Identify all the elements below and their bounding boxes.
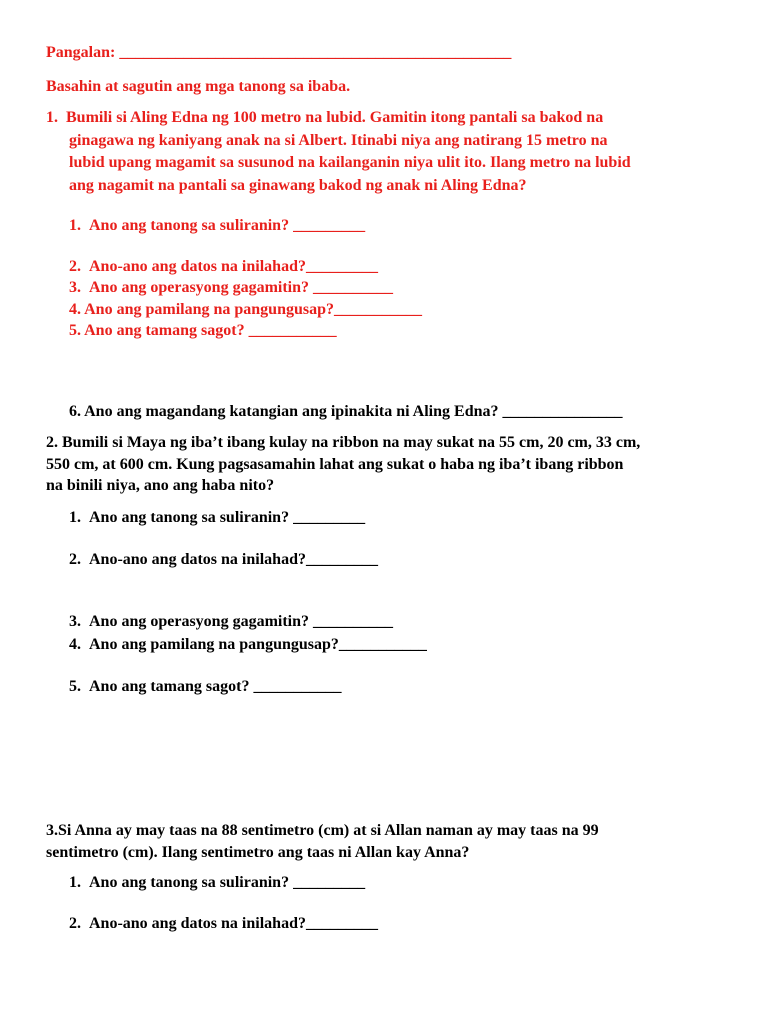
problem-3-question-2[interactable]: 2. Ano-ano ang datos na inilahad?_________ — [69, 915, 378, 932]
problem-2-text-line: 2. Bumili si Maya ng iba’t ibang kulay na ribbon na may sukat na 55 cm, 20 cm, 33 cm, — [46, 434, 641, 451]
problem-2-question-3[interactable]: 3. Ano ang operasyong gagamitin? __________ — [69, 613, 394, 630]
problem-2-text-line: 550 cm, at 600 cm. Kung pagsasamahin lahat ang sukat o haba ng iba’t ibang ribbon — [46, 456, 624, 473]
problem-1-text-line: 1. Bumili si Aling Edna ng 100 metro na lubid. Gamitin itong pantali sa bakod na — [46, 109, 604, 126]
problem-1-question-1[interactable]: 1. Ano ang tanong sa suliranin? _________ — [69, 217, 366, 234]
problem-2-question-4[interactable]: 4. Ano ang pamilang na pangungusap?___________ — [69, 636, 427, 653]
problem-1-question-4[interactable]: 4. Ano ang pamilang na pangungusap?___________ — [69, 301, 422, 318]
problem-1-text-line: ginagawa ng kaniyang anak na si Albert. Itinabi niya ang natirang 15 metro na — [69, 132, 608, 149]
name-field-line[interactable]: Pangalan: _________________________________________________ — [46, 44, 512, 61]
problem-2-text-line: na binili niya, ano ang haba nito? — [46, 477, 275, 494]
problem-1-question-5[interactable]: 5. Ano ang tamang sagot? ___________ — [69, 322, 337, 339]
problem-2-question-5[interactable]: 5. Ano ang tamang sagot? ___________ — [69, 678, 342, 695]
problem-3-question-1[interactable]: 1. Ano ang tanong sa suliranin? _________ — [69, 874, 366, 891]
problem-3-text-line: 3.Si Anna ay may taas na 88 sentimetro (cm) at si Allan naman ay may taas na 99 — [46, 822, 599, 839]
instruction-text: Basahin at sagutin ang mga tanong sa ibaba. — [46, 78, 351, 95]
problem-3-text-line: sentimetro (cm). Ilang sentimetro ang taas ni Allan kay Anna? — [46, 844, 470, 861]
problem-1-question-6[interactable]: 6. Ano ang magandang katangian ang ipinakita ni Aling Edna? _______________ — [69, 403, 623, 420]
problem-1-text-line: ang nagamit na pantali sa ginawang bakod ng anak ni Aling Edna? — [69, 177, 527, 194]
problem-1-text-line: lubid upang magamit sa susunod na kailanganin niya ulit ito. Ilang metro na lubid — [69, 154, 631, 171]
problem-1-question-3[interactable]: 3. Ano ang operasyong gagamitin? __________ — [69, 279, 394, 296]
problem-2-question-2[interactable]: 2. Ano-ano ang datos na inilahad?_________ — [69, 551, 378, 568]
problem-1-question-2[interactable]: 2. Ano-ano ang datos na inilahad?_________ — [69, 258, 378, 275]
problem-2-question-1[interactable]: 1. Ano ang tanong sa suliranin? _________ — [69, 509, 366, 526]
